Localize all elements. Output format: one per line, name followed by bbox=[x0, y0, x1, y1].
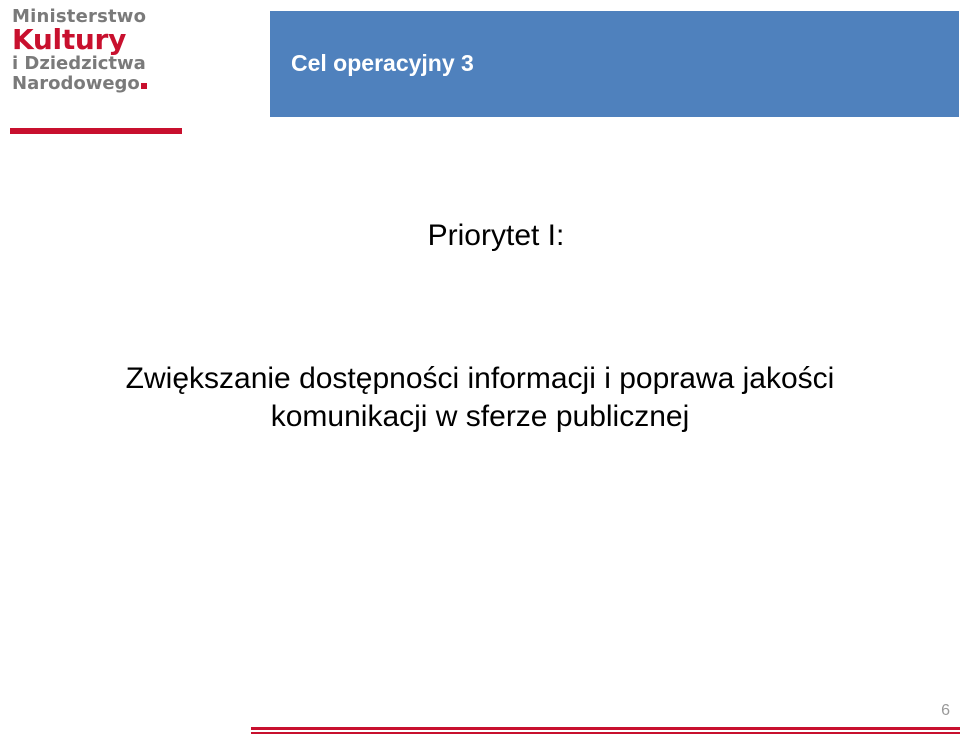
logo-dot-icon bbox=[141, 83, 147, 89]
ministry-logo bbox=[12, 8, 182, 93]
logo-line-2: Kultury bbox=[12, 23, 127, 56]
body-line-1: Zwiększanie dostępności informacji i poprawa jakości bbox=[125, 362, 835, 395]
page-number: 6 bbox=[941, 702, 950, 719]
priority-heading: Priorytet I: bbox=[427, 219, 565, 252]
logo-line-3: i Dziedzictwa bbox=[12, 53, 146, 74]
footer-divider-bottom bbox=[251, 732, 960, 734]
body-line-2: komunikacji w sferze publicznej bbox=[270, 400, 690, 433]
slide-title: Cel operacyjny 3 bbox=[291, 50, 474, 76]
logo-line-4-wrap bbox=[12, 75, 182, 93]
logo-underline-bar bbox=[10, 128, 182, 134]
logo-line-4: Narodowego bbox=[12, 73, 140, 94]
body-text bbox=[40, 360, 920, 436]
logo-line-1: Ministerstwo bbox=[12, 6, 147, 27]
footer-divider-top bbox=[251, 727, 960, 730]
header-banner bbox=[270, 11, 959, 117]
